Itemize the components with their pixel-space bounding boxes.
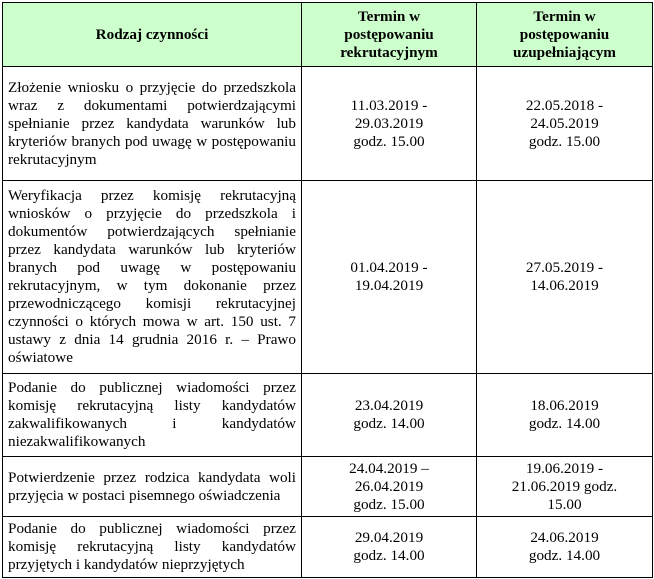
recruitment-term-cell <box>302 181 477 374</box>
activity-cell: Podanie do publicznej wiadomości przez komisję rekrutacyjną listy kandydatów zakwalifikowanych i kandydatów niezakwalifikowanych <box>3 374 302 457</box>
table-row <box>3 517 653 578</box>
header-line: Termin w <box>533 7 596 25</box>
term-line: 19.06.2019 - <box>525 459 604 477</box>
recruitment-schedule-table <box>2 2 653 578</box>
supplementary-term-cell <box>477 374 653 457</box>
term-line: 23.04.2019 <box>354 397 424 414</box>
recruitment-term-cell <box>302 517 477 578</box>
term-line: 11.03.2019 - <box>350 96 428 114</box>
recruitment-term-cell <box>302 374 477 457</box>
term-line: godz. 15.00 <box>353 132 425 150</box>
table-row <box>3 67 653 181</box>
term-line: godz. 14.00 <box>353 415 425 432</box>
term-line: 27.05.2019 - <box>525 259 604 276</box>
header-line: rekrutacyjnym <box>340 43 438 61</box>
term-line: 14.06.2019 <box>530 277 599 294</box>
term-line: 26.04.2019 <box>354 477 424 495</box>
recruitment-term-cell <box>302 457 477 517</box>
activity-cell: Potwierdzenie przez rodzica kandydata woli przyjęcia w postaci pisemnego oświadczenia <box>3 457 302 517</box>
term-line: 29.04.2019 <box>354 529 424 546</box>
header-recruitment-term <box>302 3 477 67</box>
header-line: uzupełniającym <box>513 43 616 61</box>
term-line: godz. 15.00 <box>528 132 601 150</box>
term-line: 29.03.2019 <box>354 114 424 132</box>
table-row <box>3 457 653 517</box>
header-line: postępowaniu <box>519 25 610 43</box>
term-line: godz. 14.00 <box>528 547 601 564</box>
supplementary-term-cell <box>477 181 653 374</box>
activity-cell: Złożenie wniosku o przyjęcie do przedszkola wraz z dokumentami potwierdzającymi spełnianie przez kandydata warunków lub kryteriów branych pod uwagę w postępowaniu rekrutacyjnym <box>3 67 302 181</box>
term-line: 01.04.2019 - <box>350 259 428 276</box>
recruitment-term-cell <box>302 67 477 181</box>
header-activity: Rodzaj czynności <box>3 3 302 67</box>
supplementary-term-cell <box>477 457 653 517</box>
header-line: postępowaniu <box>344 25 434 43</box>
term-line: godz. 15.00 <box>353 495 425 513</box>
term-line: godz. 14.00 <box>353 547 425 564</box>
supplementary-term-cell <box>477 517 653 578</box>
activity-cell: Podanie do publicznej wiadomości przez komisję rekrutacyjną listy kandydatów przyjętych i kandydatów nieprzyjętych <box>3 517 302 578</box>
term-line: 22.05.2018 - <box>525 96 604 114</box>
header-line: Termin w <box>357 7 421 25</box>
term-line: 19.04.2019 <box>354 277 424 294</box>
table-row <box>3 181 653 374</box>
table-row <box>3 374 653 457</box>
activity-cell: Weryfikacja przez komisję rekrutacyjną wniosków o przyjęcie do przedszkola i dokumentów potwierdzających spełnianie przez kandydata warunków lub kryteriów branych pod uwagę w postępowaniu rekrutacyjnym, w tym dokonanie przez przewodniczącego komisji rekrutacyjnej czynności o których mowa w art. 150 ust. 7 ustawy z dnia 14 grudnia 2016 r. – Prawo oświatowe <box>3 181 302 374</box>
term-line: 21.06.2019 godz. <box>511 477 618 495</box>
term-line: 18.06.2019 <box>530 397 599 414</box>
table-header-row <box>3 3 653 67</box>
term-line: 24.06.2019 <box>530 529 599 546</box>
term-line: 15.00 <box>547 495 582 513</box>
term-line: 24.05.2019 <box>530 114 599 132</box>
header-supplementary-term <box>477 3 653 67</box>
term-line: 24.04.2019 – <box>349 459 429 477</box>
supplementary-term-cell <box>477 67 653 181</box>
term-line: godz. 14.00 <box>528 415 601 432</box>
